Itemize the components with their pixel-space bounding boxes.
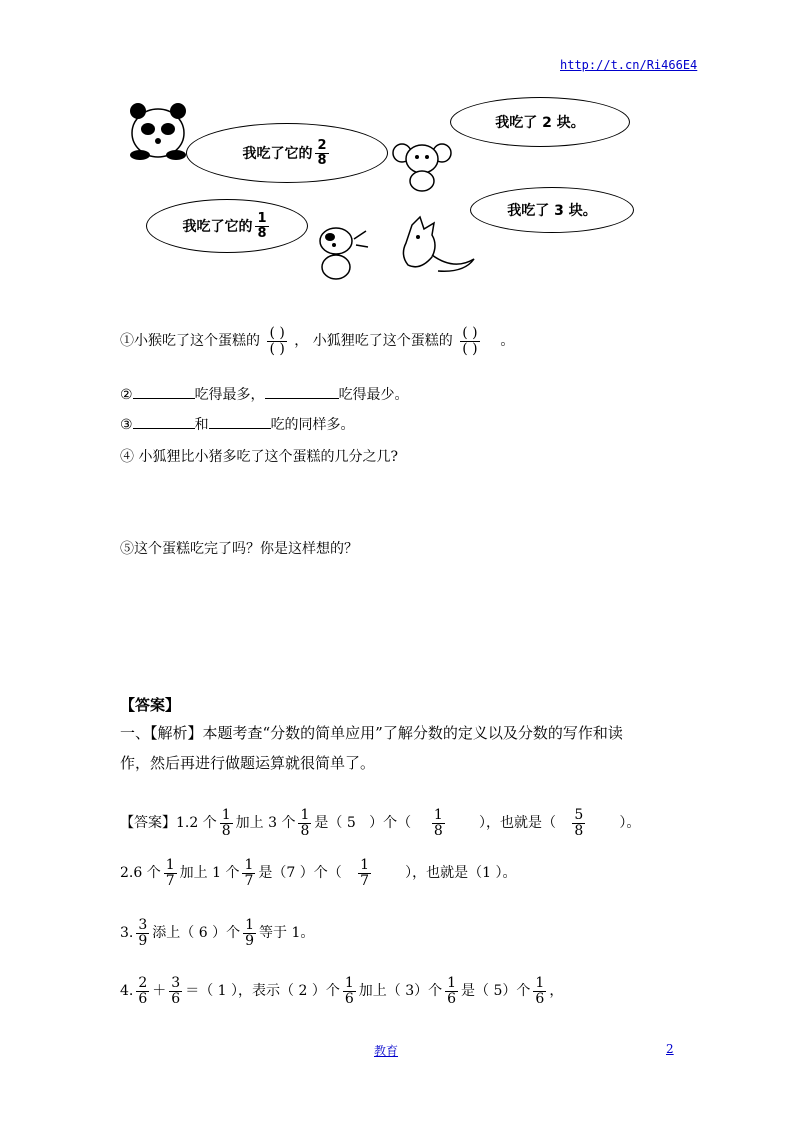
question-5: ⑤这个蛋糕吃完了吗？你是这样想的？ bbox=[120, 541, 358, 557]
analysis-line-2: 作，然后再进行做题运算就很简单了。 bbox=[120, 754, 376, 772]
answer-1: 【答案】1.2 个 $\frac{1}{8}$ 加上 3 个 $\frac{1}{8}$ 是（ 5 ）个（ $\frac{1}{8}$ ），也就是（ $\frac{5}{8}$ ）。 bbox=[120, 807, 641, 839]
question-3: ③ 和 吃的同样多。 bbox=[120, 414, 355, 434]
page-number: 2 bbox=[666, 1042, 674, 1056]
fox-icon bbox=[398, 215, 478, 277]
illustration bbox=[120, 95, 640, 290]
question-2: ② 吃得最多， 吃得最少。 bbox=[120, 384, 409, 404]
panda-speech-bubble: 我吃了它的 $\frac{2}{8}$ bbox=[186, 123, 388, 183]
panda-icon bbox=[128, 103, 190, 161]
answer-blank[interactable] bbox=[133, 414, 195, 429]
mouse-speech-bubble: 我吃了 2 块。 bbox=[450, 97, 630, 147]
answer-blank[interactable] bbox=[209, 414, 271, 429]
question-4: ④ 小狐狸比小猪多吃了这个蛋糕的几分之几? bbox=[120, 449, 398, 465]
answer-blank[interactable] bbox=[133, 384, 195, 399]
answer-2: 2.6 个 $\frac{1}{7}$ 加上 1 个 $\frac{1}{7}$ 是（7 ）个（ $\frac{1}{7}$ ），也就是（1 ）。 bbox=[120, 857, 517, 889]
fox-speech-bubble: 我吃了 3 块。 bbox=[470, 187, 634, 233]
footer-center-link[interactable]: 教育 bbox=[374, 1044, 399, 1058]
question-1: ①小猴吃了这个蛋糕的 $\frac{( )}{( )}$ ， 小狐狸吃了这个蛋糕的 $\frac{( )}{( )}$ 。 bbox=[120, 325, 515, 357]
cow-icon bbox=[306, 223, 370, 283]
answer-3: 3. $\frac{3}{9}$ 添上（ 6 ）个 $\frac{1}{9}$ 等于 1。 bbox=[120, 917, 315, 949]
analysis-line-1: 一、【解析】本题考查“分数的简单应用”了解分数的定义以及分数的写作和读 bbox=[120, 724, 623, 742]
cow-speech-bubble: 我吃了它的 $\frac{1}{8}$ bbox=[146, 199, 308, 253]
header-url[interactable]: http://t.cn/Ri466E4 bbox=[560, 58, 698, 72]
mouse-icon bbox=[392, 135, 452, 193]
answer-heading: 【答案】 bbox=[120, 696, 181, 714]
fraction: $\frac{2}{8}$ bbox=[317, 137, 327, 168]
fraction: $\frac{1}{8}$ bbox=[257, 210, 267, 241]
answer-4: 4. $\frac{2}{6}$ ＋ $\frac{3}{6}$ ＝（ 1 ），表示（ 2 ）个 $\frac{1}{6}$ 加上（ 3）个 $\frac{1}{6}$ 是（ 5）个 $\frac{1}{6}$ ， bbox=[120, 975, 564, 1007]
answer-blank[interactable] bbox=[265, 384, 339, 399]
